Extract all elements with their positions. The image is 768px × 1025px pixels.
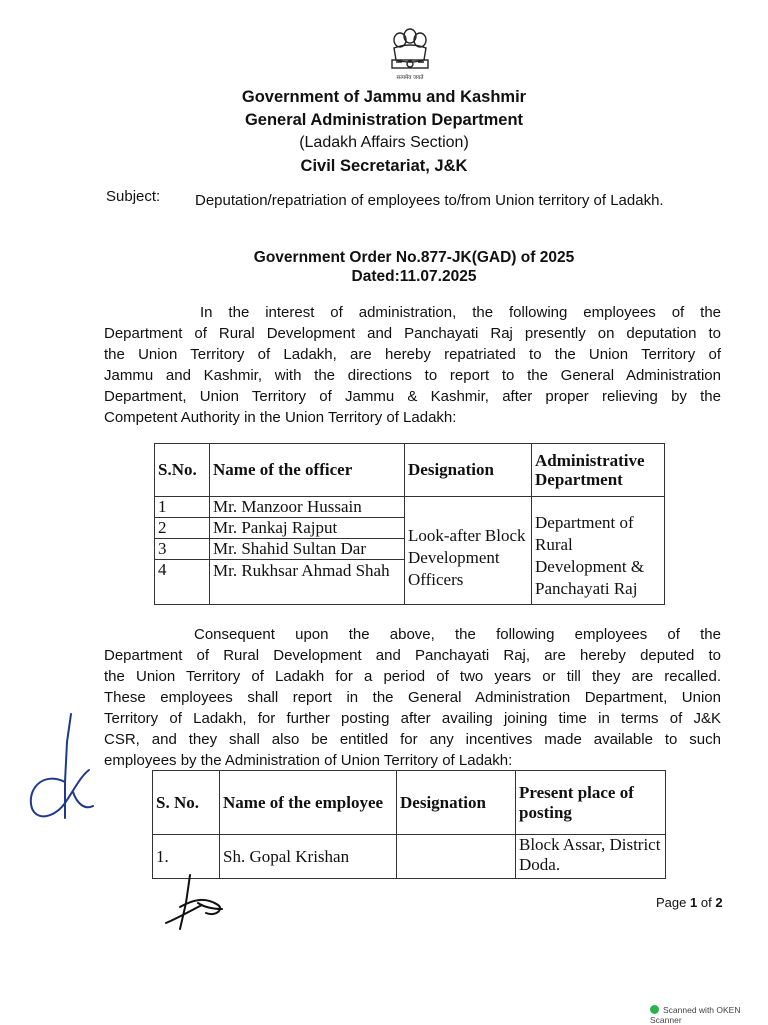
- table-cell-sno: 4: [155, 560, 210, 605]
- paragraph-line: Consequent upon the above, the following employees of the: [194, 626, 721, 643]
- table-cell-sno: 1.: [153, 835, 220, 879]
- table-row: [155, 497, 665, 518]
- page-number: Page 1 of 2: [656, 895, 723, 910]
- scanner-logo-icon: [650, 1005, 659, 1014]
- subject-label: Subject:: [106, 188, 161, 205]
- table-header-department: Administrative Department: [532, 444, 665, 497]
- order-number: Government Order No.877-JK(GAD) of 2025: [253, 249, 575, 266]
- state-emblem-icon: [380, 22, 440, 84]
- table-cell-name: Mr. Rukhsar Ahmad Shah: [210, 560, 405, 605]
- signature-initials: [160, 873, 230, 933]
- paragraph-line: the Union Territory of Ladakh for a period of two years or till they are recalled.: [104, 668, 721, 685]
- table-cell-name: Mr. Pankaj Rajput: [210, 518, 405, 539]
- table-cell-sno: 2: [155, 518, 210, 539]
- table-header-posting: Present place of posting: [516, 771, 666, 835]
- paragraph-line: Competent Authority in the Union Territory of Ladakh:: [104, 409, 457, 426]
- subject-text: Deputation/repatriation of employees to/from Union territory of Ladakh.: [195, 192, 664, 209]
- header-secretariat: Civil Secretariat, J&K: [300, 157, 468, 175]
- signature-initials: [15, 712, 95, 832]
- table-cell-designation: Look-after Block Development Officers: [405, 497, 532, 605]
- header-government: Government of Jammu and Kashmir: [241, 88, 527, 106]
- emblem-motto: सत्यमेव जयते: [396, 75, 424, 81]
- header-department: General Administration Department: [244, 111, 524, 129]
- table-cell-name: Sh. Gopal Krishan: [220, 835, 397, 879]
- table-cell-name: Mr. Shahid Sultan Dar: [210, 539, 405, 560]
- paragraph-line: Department of Rural Development and Panchayati Raj presently on deputation to: [104, 325, 721, 342]
- repatriation-table: [154, 443, 665, 605]
- table-cell-department: Department of Rural Development & Panchayati Raj: [532, 497, 665, 605]
- order-date: Dated:11.07.2025: [351, 268, 477, 285]
- table-cell-name: Mr. Manzoor Hussain: [210, 497, 405, 518]
- table-row: [153, 835, 666, 879]
- paragraph-line: Department, Union Territory of Jammu & Kashmir, after proper relieving by the: [104, 388, 721, 405]
- paragraph-repatriation: [104, 302, 721, 428]
- table-header-designation: Designation: [405, 444, 532, 497]
- paragraph-line: Department of Rural Development and Panchayati Raj, are hereby deputed to: [104, 647, 721, 664]
- paragraph-line: Territory of Ladakh, for further posting after availing joining time in terms of J&K: [104, 710, 721, 727]
- scanner-watermark: Scanned with OKEN Scanner: [650, 1005, 741, 1025]
- paragraph-line: In the interest of administration, the following employees of the: [200, 304, 721, 321]
- paragraph-line: Jammu and Kashmir, with the directions to report to the General Administration: [104, 367, 721, 384]
- paragraph-line: CSR, and they shall also be entitled for any incentives made available to such: [104, 731, 721, 748]
- paragraph-deputation: [104, 624, 721, 771]
- table-header-sno: S.No.: [155, 444, 210, 497]
- table-header-designation: Designation: [397, 771, 516, 835]
- table-header-name: Name of the employee: [220, 771, 397, 835]
- table-cell-designation: [397, 835, 516, 879]
- paragraph-line: employees by the Administration of Union Territory of Ladakh:: [104, 752, 513, 769]
- header-section: (Ladakh Affairs Section): [299, 134, 469, 151]
- deputation-table: [152, 770, 666, 879]
- table-header-name: Name of the officer: [210, 444, 405, 497]
- table-cell-posting: Block Assar, District Doda.: [516, 835, 666, 879]
- table-cell-sno: 1: [155, 497, 210, 518]
- paragraph-line: the Union Territory of Ladakh, are hereby repatriated to the Union Territory of: [104, 346, 721, 363]
- table-cell-sno: 3: [155, 539, 210, 560]
- paragraph-line: These employees shall report in the General Administration Department, Union: [104, 689, 721, 706]
- table-header-sno: S. No.: [153, 771, 220, 835]
